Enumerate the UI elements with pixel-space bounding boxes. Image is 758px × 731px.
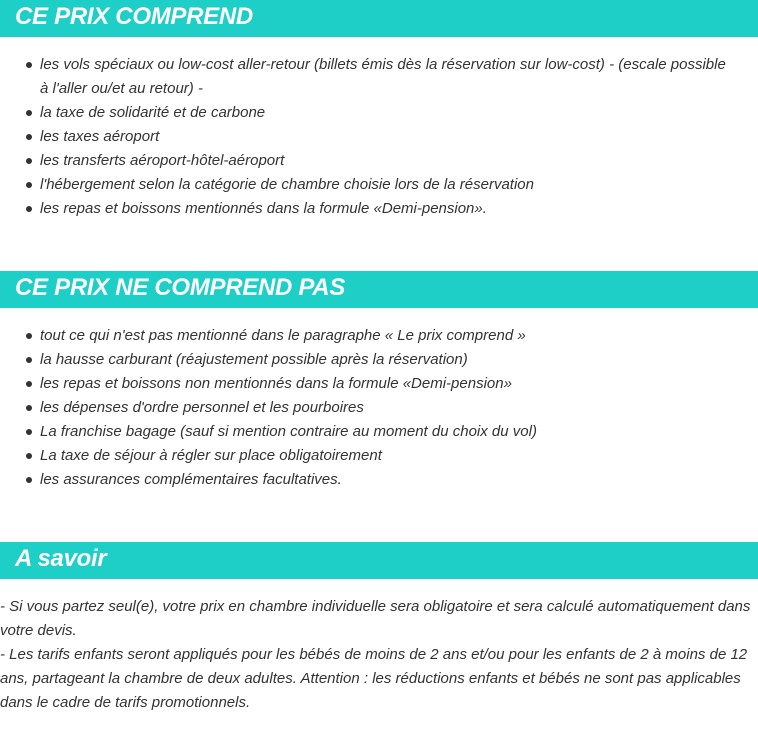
list-item: La taxe de séjour à régler sur place obligatoirement [0, 444, 758, 468]
list-item: les vols spéciaux ou low-cost aller-retour (billets émis dès la réservation sur low-cost) - (escale possible à l'aller ou/et au retour) - [0, 53, 758, 101]
a-savoir-paragraph: - Les tarifs enfants seront appliqués pour les bébés de moins de 2 ans et/ou pour les enfants de 2 à moins de 12 ans, partageant la chambre de deux adultes. Attention : les réductions enfants et bébés ne sont pas applicables dans le cadre de tarifs promotionnels. [0, 646, 748, 711]
section-header-ne-comprend-pas [0, 271, 758, 308]
list-item: les repas et boissons non mentionnés dans la formule «Demi-pension» [0, 372, 758, 396]
list-item: la hausse carburant (réajustement possible après la réservation) [0, 348, 758, 372]
list-item: les dépenses d'ordre personnel et les pourboires [0, 396, 758, 420]
list-item: les taxes aéroport [0, 125, 758, 149]
list-item: tout ce qui n'est pas mentionné dans le paragraphe « Le prix comprend » [0, 324, 758, 348]
list-item: les transferts aéroport-hôtel-aéroport [0, 149, 758, 173]
section-title-ne-comprend-pas: CE PRIX NE COMPREND PAS [15, 274, 346, 301]
list-item: les assurances complémentaires facultatives. [0, 468, 758, 492]
list-item: la taxe de solidarité et de carbone [0, 101, 758, 125]
section-header-a-savoir [0, 542, 758, 579]
section-header-comprend [0, 0, 758, 37]
list-ne-comprend-pas [0, 324, 758, 492]
list-item: l'hébergement selon la catégorie de chambre choisie lors de la réservation [0, 173, 758, 197]
list-item: La franchise bagage (sauf si mention contraire au moment du choix du vol) [0, 420, 758, 444]
a-savoir-paragraph: - Si vous partez seul(e), votre prix en chambre individuelle sera obligatoire et sera calculé automatiquement dans votre devis. [0, 598, 751, 639]
section-title-comprend: CE PRIX COMPREND [15, 3, 253, 30]
list-item: les repas et boissons mentionnés dans la formule «Demi-pension». [0, 197, 758, 221]
section-title-a-savoir: A savoir [15, 545, 107, 572]
list-comprend [0, 53, 758, 221]
a-savoir-text [0, 595, 752, 715]
